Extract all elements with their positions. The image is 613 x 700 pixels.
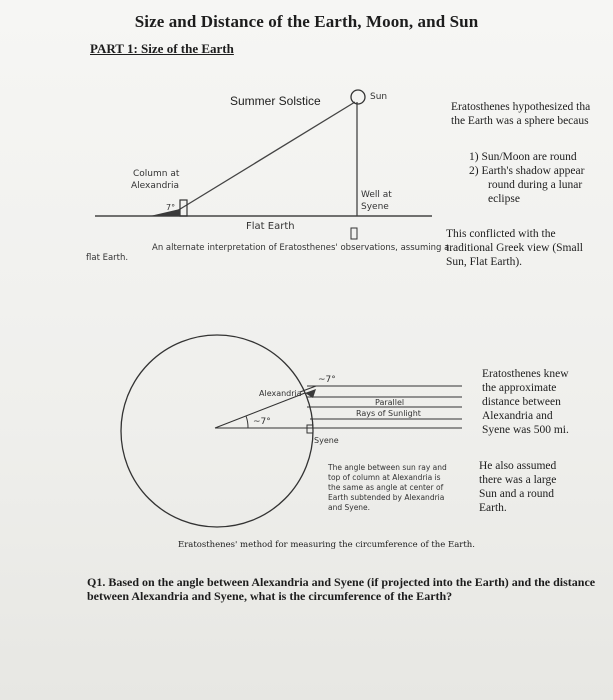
well-fig2: [307, 425, 313, 433]
list-item-1: [469, 150, 613, 164]
knew-line-4: Alexandria and: [482, 410, 553, 422]
intro-line-2: the Earth was a sphere becaus: [451, 115, 589, 127]
assumed-line-4: Earth.: [479, 502, 507, 514]
knew-line-2: the approximate: [482, 382, 557, 394]
conflict-line-3: Sun, Flat Earth).: [446, 256, 523, 268]
figure2-note: [328, 463, 447, 513]
sun-icon: [351, 90, 365, 104]
column-label-line2: Alexandria: [131, 181, 180, 191]
angle-label-fig1: 7°: [166, 203, 176, 212]
figure1-caption: An alternate interpretation of Eratosthenes' observations, assuming a: [152, 243, 450, 253]
assumed-line-3: Sun and a round: [479, 488, 555, 500]
list-item-1-line-1: Sun/Moon are round: [481, 151, 577, 163]
syene-label: Syene: [314, 436, 339, 445]
angle-arc-center: [246, 416, 248, 428]
shadow-shape: [150, 209, 180, 216]
angle-center-label: ~7°: [253, 417, 271, 427]
side-text-conflict: [446, 227, 613, 269]
list-item-2-num: 2): [469, 165, 479, 177]
figure1-caption-tail: flat Earth.: [86, 253, 129, 263]
side-text-list: [469, 150, 613, 206]
flat-earth-label: Flat Earth: [246, 221, 295, 232]
figure2-caption: Eratosthenes' method for measuring the circumference of the Earth.: [178, 540, 475, 550]
list-item-2: [469, 164, 613, 178]
assumed-line-2: there was a large: [479, 474, 557, 486]
note-line-5: and Syene.: [328, 503, 371, 512]
question-q1: Q1. Based on the angle between Alexandria and Syene (if projected into the Earth) and the distance between Alexandria and Syene, what is the circumference of the Earth?: [87, 575, 596, 603]
side-text-assumed: [479, 459, 556, 515]
list-item-2-line-2: round during a lunar: [488, 179, 583, 191]
parallel-label-line2: Rays of Sunlight: [356, 409, 421, 418]
note-line-4: Earth subtended by Alexandria: [328, 493, 445, 502]
list-item-1-num: 1): [469, 151, 479, 163]
sun-ray-diagonal: [172, 102, 355, 214]
summer-solstice-label: Summer Solstice: [230, 94, 321, 108]
sun-label: Sun: [370, 92, 388, 102]
list-item-2-line-3: eclipse: [488, 193, 520, 205]
well-label-line2: Syene: [361, 202, 389, 212]
knew-line-1: Eratosthenes knew: [482, 368, 569, 380]
conflict-line-2: traditional Greek view (Small: [446, 242, 584, 254]
note-line-2: top of column at Alexandria is: [328, 473, 441, 482]
well-label-line1: Well at: [361, 190, 392, 200]
conflict-line-1: This conflicted with the: [446, 228, 556, 240]
knew-line-3: distance between: [482, 396, 561, 408]
assumed-line-1: He also assumed: [479, 460, 557, 472]
part-heading: PART 1: Size of the Earth: [90, 41, 234, 56]
well-icon: [351, 228, 357, 239]
alexandria-label: Alexandria: [259, 389, 302, 398]
parallel-label-line1: Parallel: [375, 398, 405, 407]
page-title: Size and Distance of the Earth, Moon, and Sun: [134, 12, 479, 31]
angle-top-label: ~7°: [318, 375, 336, 385]
note-line-1: The angle between sun ray and: [328, 463, 447, 472]
list-item-2-line-1: Earth's shadow appear: [481, 165, 585, 177]
knew-line-5: Syene was 500 mi.: [482, 424, 569, 436]
column-label-line1: Column at: [133, 169, 180, 179]
intro-line-1: Eratosthenes hypothesized tha: [451, 101, 591, 113]
side-text-intro: [451, 100, 613, 128]
side-text-knew: [482, 367, 569, 437]
earth-circle: [121, 335, 313, 527]
note-line-3: the same as angle at center of: [328, 483, 444, 492]
